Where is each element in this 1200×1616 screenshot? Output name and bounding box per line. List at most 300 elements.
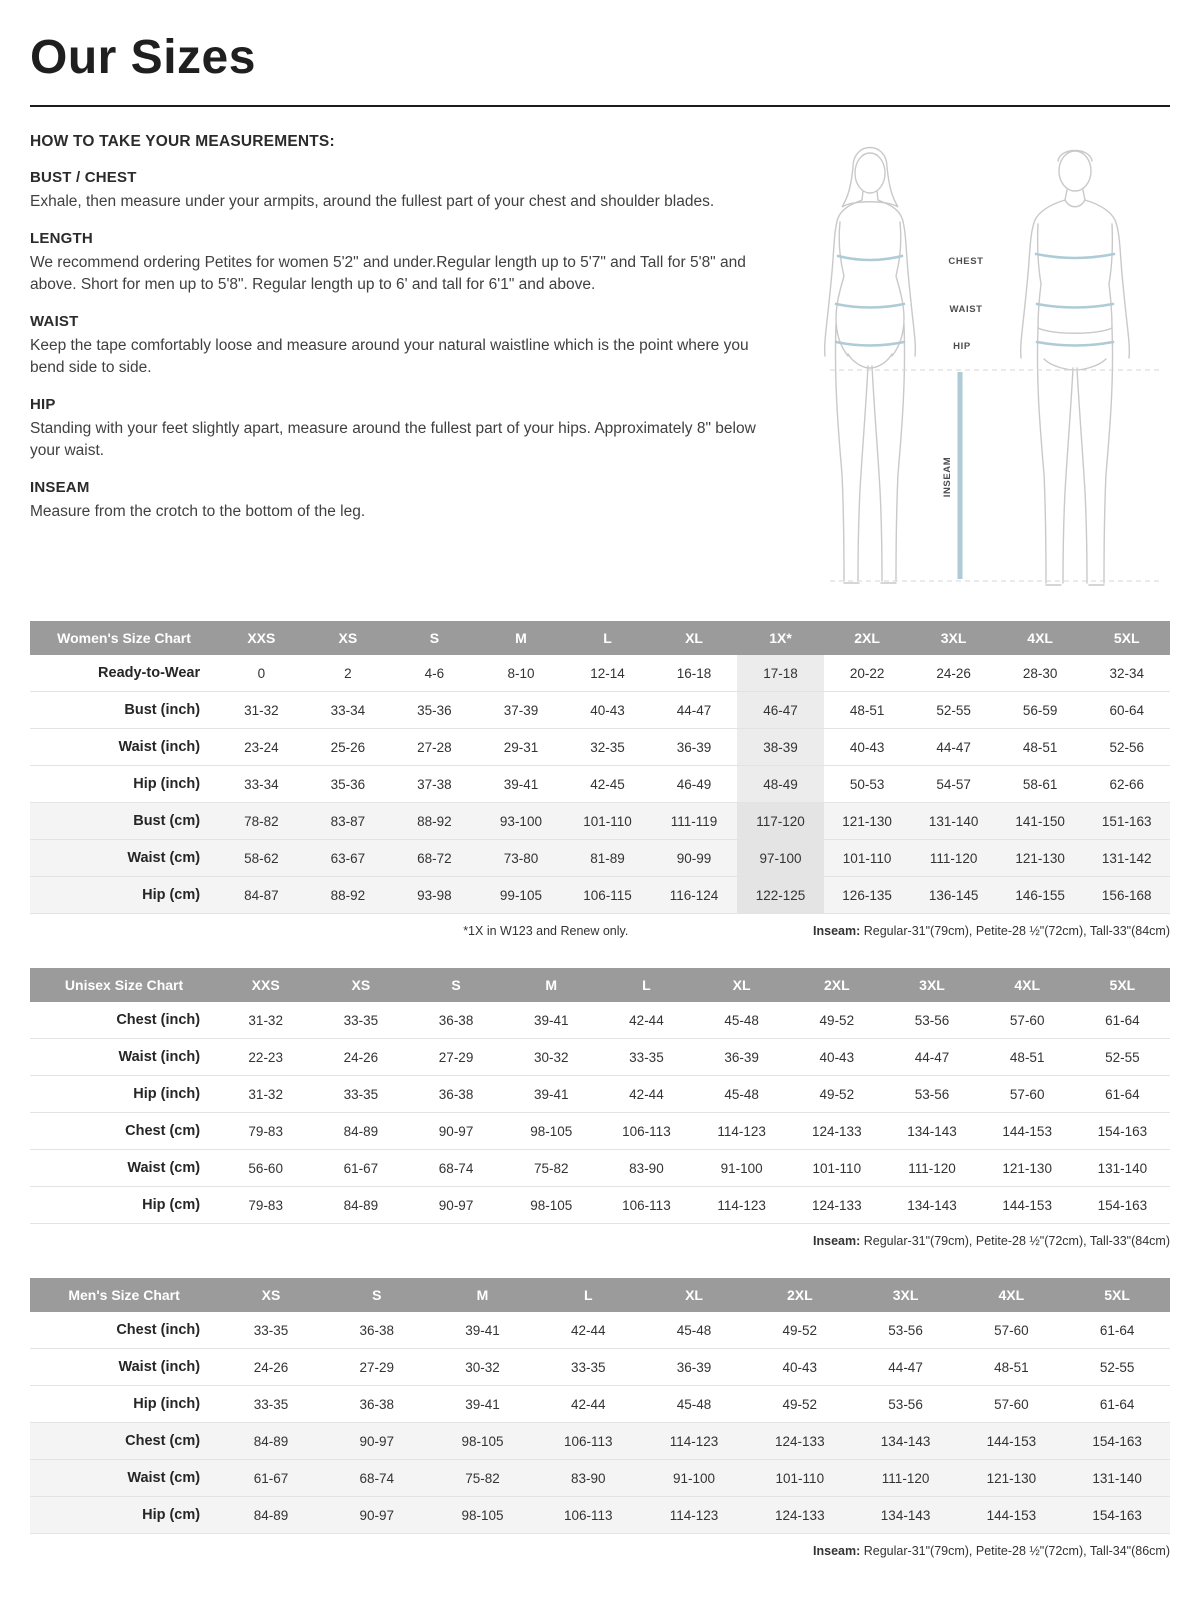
size-value: 83-90 bbox=[535, 1460, 641, 1497]
size-column-xs: XS bbox=[218, 1278, 324, 1312]
size-value: 154-163 bbox=[1064, 1497, 1170, 1534]
size-value: 23-24 bbox=[218, 729, 305, 766]
size-value: 114-123 bbox=[641, 1497, 747, 1534]
size-value: 12-14 bbox=[564, 655, 651, 692]
size-value: 25-26 bbox=[305, 729, 392, 766]
section-length-text: We recommend ordering Petites for women 5'2" and under.Regular length up to 5'7" and Tall for 5'8" and above. Short for men up to 5'8". Regular length up to 6' and tall for 6'1" and above. bbox=[30, 254, 746, 293]
size-value: 46-49 bbox=[651, 766, 738, 803]
size-value: 53-56 bbox=[853, 1312, 959, 1349]
asterisk-note: *1X in W123 and Renew only. bbox=[463, 924, 629, 938]
header-row bbox=[30, 621, 1170, 655]
table-row bbox=[30, 1386, 1170, 1423]
table-row bbox=[30, 1113, 1170, 1150]
size-column-5xl: 5XL bbox=[1083, 621, 1170, 655]
table-row bbox=[30, 803, 1170, 840]
size-column-xxs: XXS bbox=[218, 621, 305, 655]
size-value: 49-52 bbox=[747, 1312, 853, 1349]
size-value: 61-64 bbox=[1075, 1076, 1170, 1113]
size-value: 33-35 bbox=[218, 1312, 324, 1349]
size-value: 58-62 bbox=[218, 840, 305, 877]
unisex-chart-title: Unisex Size Chart bbox=[30, 968, 218, 1002]
size-value: 98-105 bbox=[504, 1187, 599, 1224]
size-value: 151-163 bbox=[1083, 803, 1170, 840]
size-value: 90-97 bbox=[408, 1187, 503, 1224]
size-value: 83-90 bbox=[599, 1150, 694, 1187]
size-value: 27-28 bbox=[391, 729, 478, 766]
size-value: 57-60 bbox=[980, 1076, 1075, 1113]
size-value: 124-133 bbox=[747, 1497, 853, 1534]
womens-chart-title: Women's Size Chart bbox=[30, 621, 218, 655]
size-value: 79-83 bbox=[218, 1187, 313, 1224]
size-column-xs: XS bbox=[305, 621, 392, 655]
size-column-3xl: 3XL bbox=[884, 968, 979, 1002]
size-value: 111-119 bbox=[651, 803, 738, 840]
header-row bbox=[30, 1278, 1170, 1312]
size-value: 121-130 bbox=[997, 840, 1084, 877]
size-value: 141-150 bbox=[997, 803, 1084, 840]
size-value: 39-41 bbox=[430, 1312, 536, 1349]
table-row bbox=[30, 1076, 1170, 1113]
size-value: 88-92 bbox=[305, 877, 392, 914]
table-row bbox=[30, 729, 1170, 766]
size-value: 36-38 bbox=[408, 1076, 503, 1113]
size-value: 131-140 bbox=[1064, 1460, 1170, 1497]
size-value: 131-140 bbox=[1075, 1150, 1170, 1187]
size-value: 106-113 bbox=[535, 1497, 641, 1534]
size-value: 32-35 bbox=[564, 729, 651, 766]
row-label: Hip (cm) bbox=[30, 877, 218, 914]
size-column-s: S bbox=[324, 1278, 430, 1312]
table-row bbox=[30, 655, 1170, 692]
male-waist-line bbox=[1037, 304, 1113, 308]
size-column-m: M bbox=[430, 1278, 536, 1312]
section-bust-chest bbox=[30, 169, 758, 213]
female-hip-line bbox=[836, 342, 904, 346]
size-value: 84-89 bbox=[218, 1423, 324, 1460]
size-column-5xl: 5XL bbox=[1064, 1278, 1170, 1312]
size-value: 83-87 bbox=[305, 803, 392, 840]
section-inseam bbox=[30, 479, 758, 523]
chest-label: CHEST bbox=[948, 256, 984, 267]
size-value: 37-38 bbox=[391, 766, 478, 803]
size-value: 52-56 bbox=[1083, 729, 1170, 766]
mens-footnotes bbox=[30, 1544, 1170, 1560]
size-value: 93-100 bbox=[478, 803, 565, 840]
size-value: 52-55 bbox=[1075, 1039, 1170, 1076]
size-value: 124-133 bbox=[789, 1113, 884, 1150]
size-value: 114-123 bbox=[694, 1113, 789, 1150]
row-label: Waist (cm) bbox=[30, 840, 218, 877]
size-value: 131-142 bbox=[1083, 840, 1170, 877]
size-value: 99-105 bbox=[478, 877, 565, 914]
size-column-xl: XL bbox=[641, 1278, 747, 1312]
size-column-2xl: 2XL bbox=[824, 621, 911, 655]
size-value: 46-47 bbox=[737, 692, 824, 729]
size-column-s: S bbox=[408, 968, 503, 1002]
measurement-instructions bbox=[30, 133, 758, 540]
male-chest-line bbox=[1036, 254, 1114, 258]
size-value: 154-163 bbox=[1064, 1423, 1170, 1460]
size-value: 75-82 bbox=[430, 1460, 536, 1497]
size-column-s: S bbox=[391, 621, 478, 655]
size-value: 88-92 bbox=[391, 803, 478, 840]
size-column-xl: XL bbox=[694, 968, 789, 1002]
size-value: 31-32 bbox=[218, 692, 305, 729]
male-figure bbox=[1021, 151, 1130, 586]
size-value: 29-31 bbox=[478, 729, 565, 766]
row-label: Chest (cm) bbox=[30, 1423, 218, 1460]
size-value: 106-113 bbox=[599, 1187, 694, 1224]
section-inseam-heading: INSEAM bbox=[30, 479, 90, 496]
size-value: 45-48 bbox=[641, 1312, 747, 1349]
size-value: 0 bbox=[218, 655, 305, 692]
size-value: 16-18 bbox=[651, 655, 738, 692]
size-value: 106-113 bbox=[535, 1423, 641, 1460]
hip-label: HIP bbox=[953, 341, 971, 352]
size-value: 4-6 bbox=[391, 655, 478, 692]
size-value: 93-98 bbox=[391, 877, 478, 914]
title-divider bbox=[30, 105, 1170, 107]
size-value: 49-52 bbox=[789, 1076, 884, 1113]
table-row bbox=[30, 1002, 1170, 1039]
header-row bbox=[30, 968, 1170, 1002]
size-value: 53-56 bbox=[884, 1076, 979, 1113]
size-value: 48-49 bbox=[737, 766, 824, 803]
size-value: 60-64 bbox=[1083, 692, 1170, 729]
size-value: 117-120 bbox=[737, 803, 824, 840]
size-value: 90-97 bbox=[408, 1113, 503, 1150]
row-label: Bust (inch) bbox=[30, 692, 218, 729]
size-value: 134-143 bbox=[853, 1497, 959, 1534]
size-value: 36-38 bbox=[324, 1312, 430, 1349]
inseam-note: Inseam: Regular-31"(79cm), Petite-28 ½"(72cm), Tall-34"(86cm) bbox=[813, 1544, 1170, 1558]
row-label: Chest (inch) bbox=[30, 1002, 218, 1039]
size-column-xs: XS bbox=[313, 968, 408, 1002]
size-value: 144-153 bbox=[980, 1187, 1075, 1224]
inseam-note: Inseam: Regular-31"(79cm), Petite-28 ½"(72cm), Tall-33"(84cm) bbox=[813, 924, 1170, 938]
size-column-3xl: 3XL bbox=[853, 1278, 959, 1312]
diagram-labels bbox=[942, 256, 984, 497]
unisex-footnotes bbox=[30, 1234, 1170, 1250]
row-label: Hip (inch) bbox=[30, 1076, 218, 1113]
measurement-lines bbox=[830, 254, 1162, 581]
size-value: 97-100 bbox=[737, 840, 824, 877]
unisex-size-table-section bbox=[30, 968, 1170, 1250]
row-label: Waist (inch) bbox=[30, 1349, 218, 1386]
size-value: 40-43 bbox=[564, 692, 651, 729]
size-value: 24-26 bbox=[218, 1349, 324, 1386]
inseam-note: Inseam: Regular-31"(79cm), Petite-28 ½"(72cm), Tall-33"(84cm) bbox=[813, 1234, 1170, 1248]
size-value: 111-120 bbox=[910, 840, 997, 877]
size-value: 78-82 bbox=[218, 803, 305, 840]
section-waist bbox=[30, 313, 758, 379]
size-value: 44-47 bbox=[884, 1039, 979, 1076]
size-value: 33-34 bbox=[218, 766, 305, 803]
size-value: 52-55 bbox=[1064, 1349, 1170, 1386]
size-value: 144-153 bbox=[980, 1113, 1075, 1150]
mens-size-table-section bbox=[30, 1278, 1170, 1560]
size-value: 48-51 bbox=[824, 692, 911, 729]
size-value: 36-38 bbox=[324, 1386, 430, 1423]
size-value: 121-130 bbox=[824, 803, 911, 840]
size-value: 36-39 bbox=[641, 1349, 747, 1386]
size-value: 32-34 bbox=[1083, 655, 1170, 692]
size-value: 68-74 bbox=[408, 1150, 503, 1187]
table-row bbox=[30, 1460, 1170, 1497]
size-value: 144-153 bbox=[958, 1497, 1064, 1534]
size-value: 101-110 bbox=[564, 803, 651, 840]
size-value: 35-36 bbox=[305, 766, 392, 803]
size-column-4xl: 4XL bbox=[997, 621, 1084, 655]
section-bust-chest-text: Exhale, then measure under your armpits, around the fullest part of your chest and shoulder blades. bbox=[30, 193, 715, 210]
size-value: 31-32 bbox=[218, 1076, 313, 1113]
measurement-guide bbox=[30, 133, 1170, 607]
size-value: 48-51 bbox=[980, 1039, 1075, 1076]
size-value: 28-30 bbox=[997, 655, 1084, 692]
size-value: 84-87 bbox=[218, 877, 305, 914]
table-row bbox=[30, 1349, 1170, 1386]
size-value: 42-44 bbox=[599, 1076, 694, 1113]
size-value: 49-52 bbox=[789, 1002, 884, 1039]
size-value: 39-41 bbox=[504, 1076, 599, 1113]
size-value: 136-145 bbox=[910, 877, 997, 914]
size-value: 124-133 bbox=[747, 1423, 853, 1460]
size-value: 45-48 bbox=[694, 1002, 789, 1039]
size-column-l: L bbox=[535, 1278, 641, 1312]
mens-chart-title: Men's Size Chart bbox=[30, 1278, 218, 1312]
table-row bbox=[30, 1150, 1170, 1187]
size-column-2xl: 2XL bbox=[747, 1278, 853, 1312]
size-value: 90-99 bbox=[651, 840, 738, 877]
size-value: 122-125 bbox=[737, 877, 824, 914]
size-value: 31-32 bbox=[218, 1002, 313, 1039]
size-value: 61-64 bbox=[1075, 1002, 1170, 1039]
female-waist-line bbox=[836, 304, 904, 308]
size-value: 52-55 bbox=[910, 692, 997, 729]
size-value: 33-35 bbox=[599, 1039, 694, 1076]
size-value: 39-41 bbox=[504, 1002, 599, 1039]
row-label: Hip (cm) bbox=[30, 1187, 218, 1224]
mens-size-chart bbox=[30, 1278, 1170, 1534]
size-value: 91-100 bbox=[641, 1460, 747, 1497]
size-value: 111-120 bbox=[884, 1150, 979, 1187]
womens-size-chart bbox=[30, 621, 1170, 914]
size-value: 57-60 bbox=[958, 1312, 1064, 1349]
size-column-1x: 1X* bbox=[737, 621, 824, 655]
size-column-l: L bbox=[564, 621, 651, 655]
size-value: 48-51 bbox=[958, 1349, 1064, 1386]
size-value: 144-153 bbox=[958, 1423, 1064, 1460]
row-label: Hip (cm) bbox=[30, 1497, 218, 1534]
size-value: 53-56 bbox=[884, 1002, 979, 1039]
size-value: 44-47 bbox=[853, 1349, 959, 1386]
size-value: 37-39 bbox=[478, 692, 565, 729]
table-row bbox=[30, 1187, 1170, 1224]
size-value: 50-53 bbox=[824, 766, 911, 803]
size-value: 36-39 bbox=[694, 1039, 789, 1076]
size-value: 121-130 bbox=[980, 1150, 1075, 1187]
size-value: 68-72 bbox=[391, 840, 478, 877]
waist-label: WAIST bbox=[949, 304, 983, 315]
size-value: 44-47 bbox=[910, 729, 997, 766]
female-figure bbox=[825, 148, 916, 584]
size-value: 39-41 bbox=[430, 1386, 536, 1423]
womens-footnotes bbox=[30, 924, 1170, 940]
size-value: 126-135 bbox=[824, 877, 911, 914]
size-value: 33-35 bbox=[313, 1076, 408, 1113]
size-value: 154-163 bbox=[1075, 1113, 1170, 1150]
size-value: 98-105 bbox=[430, 1423, 536, 1460]
row-label: Bust (cm) bbox=[30, 803, 218, 840]
size-column-l: L bbox=[599, 968, 694, 1002]
size-value: 24-26 bbox=[313, 1039, 408, 1076]
size-value: 106-115 bbox=[564, 877, 651, 914]
size-column-4xl: 4XL bbox=[958, 1278, 1064, 1312]
size-value: 58-61 bbox=[997, 766, 1084, 803]
size-value: 134-143 bbox=[884, 1187, 979, 1224]
size-value: 156-168 bbox=[1083, 877, 1170, 914]
size-column-4xl: 4XL bbox=[980, 968, 1075, 1002]
size-value: 54-57 bbox=[910, 766, 997, 803]
size-column-2xl: 2XL bbox=[789, 968, 884, 1002]
size-value: 116-124 bbox=[651, 877, 738, 914]
section-hip-heading: HIP bbox=[30, 396, 56, 413]
size-value: 101-110 bbox=[789, 1150, 884, 1187]
size-value: 57-60 bbox=[958, 1386, 1064, 1423]
size-value: 91-100 bbox=[694, 1150, 789, 1187]
size-value: 154-163 bbox=[1075, 1187, 1170, 1224]
section-hip-text: Standing with your feet slightly apart, measure around the fullest part of your hips. Approximately 8" below your waist. bbox=[30, 420, 756, 459]
size-value: 134-143 bbox=[853, 1423, 959, 1460]
size-value: 90-97 bbox=[324, 1423, 430, 1460]
size-value: 61-64 bbox=[1064, 1386, 1170, 1423]
inseam-label: INSEAM bbox=[942, 456, 953, 498]
table-row bbox=[30, 692, 1170, 729]
row-label: Waist (cm) bbox=[30, 1150, 218, 1187]
table-row bbox=[30, 1039, 1170, 1076]
size-column-xl: XL bbox=[651, 621, 738, 655]
size-column-m: M bbox=[478, 621, 565, 655]
size-value: 62-66 bbox=[1083, 766, 1170, 803]
size-value: 84-89 bbox=[313, 1187, 408, 1224]
size-value: 36-38 bbox=[408, 1002, 503, 1039]
size-value: 106-113 bbox=[599, 1113, 694, 1150]
size-value: 30-32 bbox=[430, 1349, 536, 1386]
size-value: 63-67 bbox=[305, 840, 392, 877]
size-value: 114-123 bbox=[641, 1423, 747, 1460]
row-label: Waist (inch) bbox=[30, 729, 218, 766]
size-value: 2 bbox=[305, 655, 392, 692]
size-value: 42-45 bbox=[564, 766, 651, 803]
size-value: 90-97 bbox=[324, 1497, 430, 1534]
size-value: 124-133 bbox=[789, 1187, 884, 1224]
size-value: 84-89 bbox=[313, 1113, 408, 1150]
size-value: 22-23 bbox=[218, 1039, 313, 1076]
size-value: 33-34 bbox=[305, 692, 392, 729]
section-waist-heading: WAIST bbox=[30, 313, 79, 330]
size-value: 131-140 bbox=[910, 803, 997, 840]
size-tables bbox=[30, 621, 1170, 1560]
size-value: 40-43 bbox=[789, 1039, 884, 1076]
page-title: Our Sizes bbox=[30, 31, 256, 84]
table-row bbox=[30, 877, 1170, 914]
womens-size-table-section bbox=[30, 621, 1170, 940]
size-value: 61-67 bbox=[313, 1150, 408, 1187]
row-label: Ready-to-Wear bbox=[30, 655, 218, 692]
size-value: 45-48 bbox=[641, 1386, 747, 1423]
measurement-diagram bbox=[758, 133, 1170, 607]
female-chest-line bbox=[838, 256, 902, 260]
size-value: 61-67 bbox=[218, 1460, 324, 1497]
size-value: 40-43 bbox=[747, 1349, 853, 1386]
size-value: 8-10 bbox=[478, 655, 565, 692]
row-label: Chest (cm) bbox=[30, 1113, 218, 1150]
size-value: 30-32 bbox=[504, 1039, 599, 1076]
unisex-size-chart bbox=[30, 968, 1170, 1224]
size-value: 68-74 bbox=[324, 1460, 430, 1497]
size-value: 49-52 bbox=[747, 1386, 853, 1423]
section-bust-chest-heading: BUST / CHEST bbox=[30, 169, 137, 186]
size-value: 75-82 bbox=[504, 1150, 599, 1187]
size-value: 114-123 bbox=[694, 1187, 789, 1224]
size-value: 42-44 bbox=[599, 1002, 694, 1039]
size-value: 84-89 bbox=[218, 1497, 324, 1534]
size-value: 61-64 bbox=[1064, 1312, 1170, 1349]
size-value: 79-83 bbox=[218, 1113, 313, 1150]
instructions-heading: HOW TO TAKE YOUR MEASUREMENTS: bbox=[30, 133, 335, 150]
section-length-heading: LENGTH bbox=[30, 230, 93, 247]
size-value: 35-36 bbox=[391, 692, 478, 729]
size-value: 56-60 bbox=[218, 1150, 313, 1187]
size-value: 101-110 bbox=[824, 840, 911, 877]
size-value: 81-89 bbox=[564, 840, 651, 877]
size-column-5xl: 5XL bbox=[1075, 968, 1170, 1002]
size-value: 33-35 bbox=[313, 1002, 408, 1039]
size-value: 27-29 bbox=[324, 1349, 430, 1386]
section-hip bbox=[30, 396, 758, 462]
table-row bbox=[30, 1497, 1170, 1534]
size-value: 98-105 bbox=[504, 1113, 599, 1150]
size-value: 48-51 bbox=[997, 729, 1084, 766]
size-value: 40-43 bbox=[824, 729, 911, 766]
size-value: 33-35 bbox=[218, 1386, 324, 1423]
size-value: 38-39 bbox=[737, 729, 824, 766]
table-row bbox=[30, 1423, 1170, 1460]
row-label: Waist (cm) bbox=[30, 1460, 218, 1497]
size-value: 134-143 bbox=[884, 1113, 979, 1150]
row-label: Waist (inch) bbox=[30, 1039, 218, 1076]
size-column-m: M bbox=[504, 968, 599, 1002]
size-value: 53-56 bbox=[853, 1386, 959, 1423]
size-value: 73-80 bbox=[478, 840, 565, 877]
size-value: 56-59 bbox=[997, 692, 1084, 729]
row-label: Hip (inch) bbox=[30, 1386, 218, 1423]
size-value: 111-120 bbox=[853, 1460, 959, 1497]
size-value: 98-105 bbox=[430, 1497, 536, 1534]
section-waist-text: Keep the tape comfortably loose and measure around your natural waistline which is the point where you bend side to side. bbox=[30, 337, 749, 376]
size-value: 39-41 bbox=[478, 766, 565, 803]
size-column-xxs: XXS bbox=[218, 968, 313, 1002]
size-value: 45-48 bbox=[694, 1076, 789, 1113]
size-value: 121-130 bbox=[958, 1460, 1064, 1497]
size-value: 101-110 bbox=[747, 1460, 853, 1497]
size-value: 24-26 bbox=[910, 655, 997, 692]
row-label: Chest (inch) bbox=[30, 1312, 218, 1349]
row-label: Hip (inch) bbox=[30, 766, 218, 803]
size-value: 20-22 bbox=[824, 655, 911, 692]
size-value: 17-18 bbox=[737, 655, 824, 692]
size-value: 33-35 bbox=[535, 1349, 641, 1386]
